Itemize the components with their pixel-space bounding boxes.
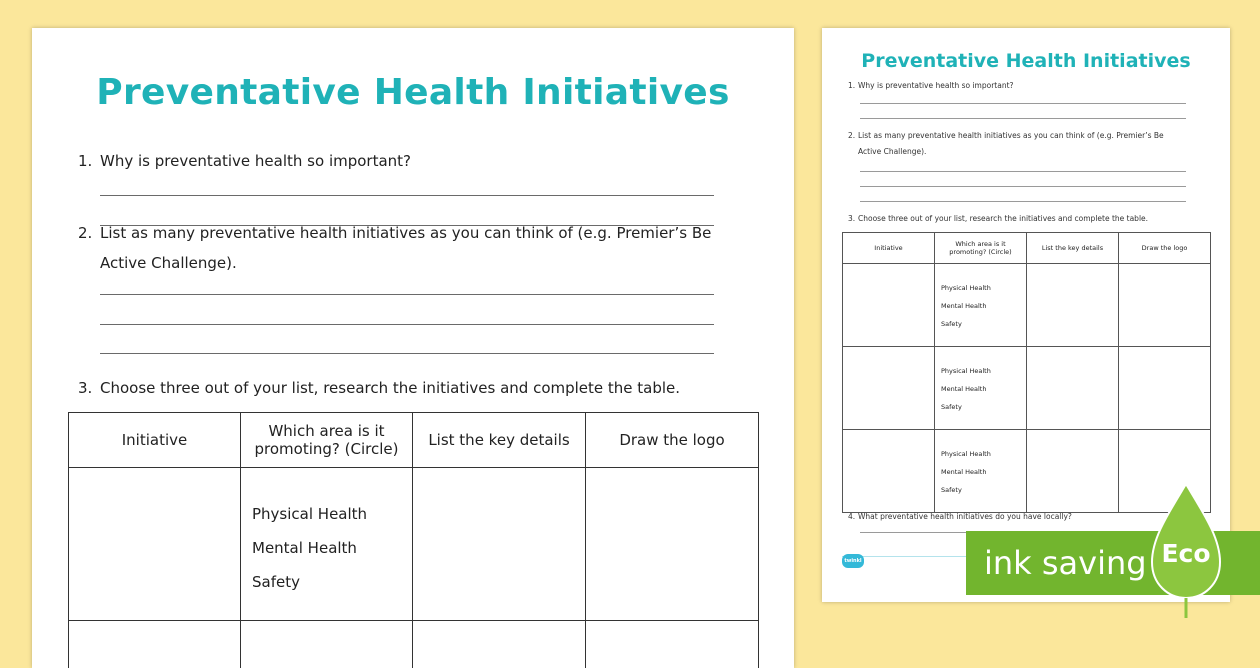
preview-question-3: 3. Choose three out of your list, research the initiatives and complete the table.: [848, 211, 1148, 227]
preview-header-row: [843, 233, 1211, 264]
details-cell[interactable]: [413, 468, 586, 621]
preview-header: Draw the logo: [1119, 233, 1211, 264]
question-3: 3. Choose three out of your list, research the initiatives and complete the table.: [78, 373, 680, 403]
area-safety[interactable]: Safety: [252, 565, 411, 599]
preview-table: [842, 232, 1211, 513]
twinkl-logo: twinkl: [842, 554, 864, 568]
preview-header: Which area is it promoting? (Circle): [935, 233, 1027, 264]
table-row: [69, 621, 759, 668]
preview-cell: [843, 264, 935, 347]
preview-area-cell: [935, 264, 1027, 347]
preview-cell: [1027, 347, 1119, 430]
table-header-row: [69, 413, 759, 468]
area-cell: [241, 621, 413, 668]
ink-saving-label: ink saving: [984, 531, 1147, 595]
preview-area-cell: [935, 347, 1027, 430]
answer-line[interactable]: [100, 195, 714, 196]
worksheet-title: Preventative Health Initiatives: [32, 72, 794, 113]
area-mental[interactable]: Mental Health: [252, 531, 411, 565]
preview-cell: [1027, 430, 1119, 513]
preview-area: Safety: [941, 481, 1025, 499]
preview-cell: [843, 430, 935, 513]
preview-question-4: 4. What preventative health initiatives do you have locally?: [848, 509, 1072, 525]
preview-question-1: 1. Why is preventative health so important?: [848, 78, 1014, 94]
header-initiative: Initiative: [69, 413, 241, 468]
answer-line[interactable]: [100, 353, 714, 354]
preview-cell: [1119, 347, 1211, 430]
table-row: [843, 264, 1211, 347]
initiative-cell[interactable]: [69, 468, 241, 621]
area-cell: [241, 468, 413, 621]
preview-cell: [1119, 264, 1211, 347]
preview-cell: [843, 347, 935, 430]
answer-line[interactable]: [100, 324, 714, 325]
preview-header: List the key details: [1027, 233, 1119, 264]
question-1: 1. Why is preventative health so important?: [78, 146, 411, 176]
preview-answer-line: [860, 171, 1186, 172]
question-2: 2. List as many preventative health initiatives as you can think of (e.g. Premier’s Be Active Challenge).: [78, 218, 711, 278]
preview-area: Physical Health: [941, 445, 1025, 463]
preview-question-2: 2. List as many preventative health initiatives as you can think of (e.g. Premier’s Be Active Challenge).: [848, 128, 1164, 160]
logo-cell[interactable]: [586, 468, 759, 621]
preview-area: Safety: [941, 398, 1025, 416]
preview-area: Mental Health: [941, 380, 1025, 398]
preview-area-cell: [935, 430, 1027, 513]
header-logo: Draw the logo: [586, 413, 759, 468]
preview-answer-line: [860, 118, 1186, 119]
area-physical[interactable]: Physical Health: [252, 497, 411, 531]
preview-title: Preventative Health Initiatives: [822, 50, 1230, 72]
initiative-cell[interactable]: [69, 621, 241, 668]
preview-answer-line: [860, 201, 1186, 202]
preview-header: Initiative: [843, 233, 935, 264]
preview-cell: [1027, 264, 1119, 347]
table-row: [843, 347, 1211, 430]
preview-area: Physical Health: [941, 362, 1025, 380]
preview-area: Safety: [941, 315, 1025, 333]
header-area: Which area is it promoting? (Circle): [241, 413, 413, 468]
worksheet-zoomed: [32, 28, 794, 668]
eco-label: Eco: [1156, 539, 1216, 568]
table-row: [69, 468, 759, 621]
preview-area: Mental Health: [941, 297, 1025, 315]
answer-line[interactable]: [100, 294, 714, 295]
header-key-details: List the key details: [413, 413, 586, 468]
preview-area: Mental Health: [941, 463, 1025, 481]
details-cell[interactable]: [413, 621, 586, 668]
preview-area: Physical Health: [941, 279, 1025, 297]
preview-answer-line: [860, 103, 1186, 104]
preview-answer-line: [860, 186, 1186, 187]
logo-cell[interactable]: [586, 621, 759, 668]
